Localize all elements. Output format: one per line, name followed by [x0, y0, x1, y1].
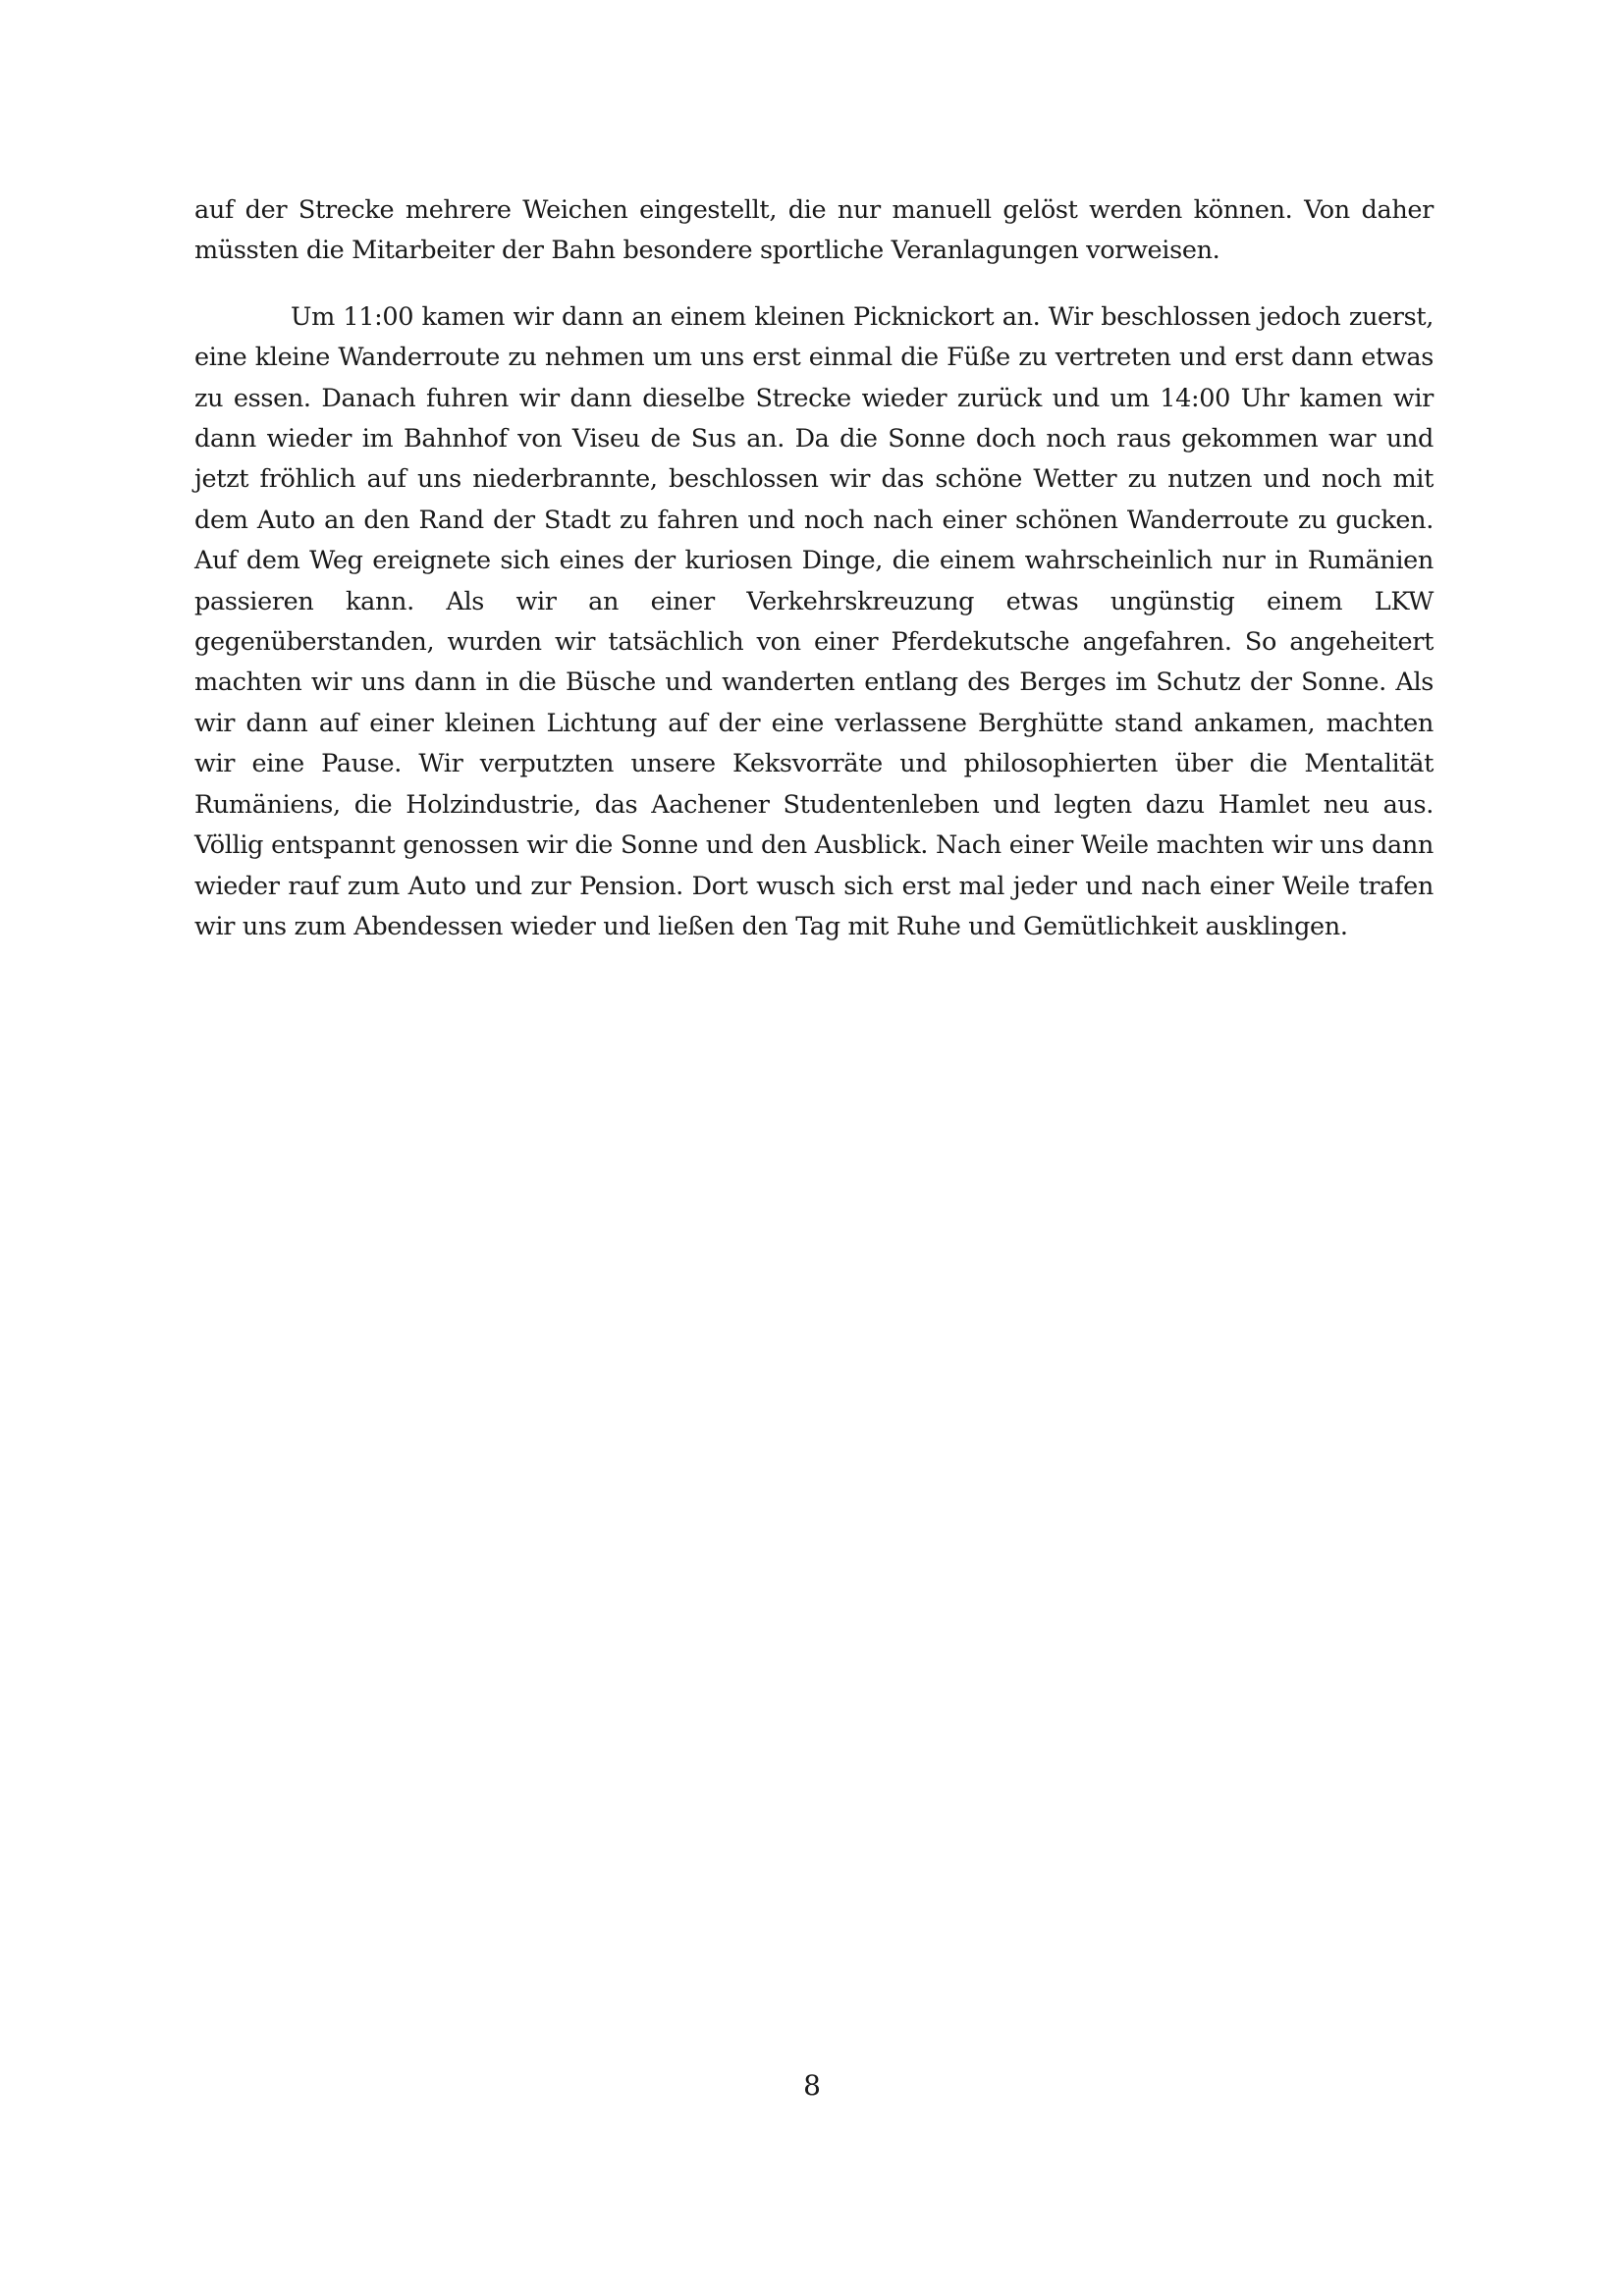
- paragraph-continuation: auf der Strecke mehrere Weichen eingestellt, die nur manuell gelöst werden können. Von daher müssten die Mitarbeiter der Bahn besondere sportliche Veranlagungen vorweisen.: [194, 195, 1434, 266]
- paragraph-picnic-and-hike: Um 11:00 kamen wir dann an einem kleinen Picknickort an. Wir beschlossen jedoch zuerst, eine kleine Wanderroute zu nehmen um uns erst einmal die Füße zu vertreten und erst dann etwas zu essen. Danach fuhren wir dann dieselbe Strecke wieder zurück und um 14:00 Uhr kamen wir dann wieder im Bahnhof von Viseu de Sus an. Da die Sonne doch noch raus gekommen war und jetzt fröhlich auf uns niederbrannte, beschlossen wir das schöne Wetter zu nutzen und noch mit dem Auto an den Rand der Stadt zu fahren und noch nach einer schönen Wanderroute zu gucken. Auf dem Weg ereignete sich eines der kuriosen Dinge, die einem wahrscheinlich nur in Rumänien passieren kann. Als wir an einer Verkehrskreuzung etwas ungünstig einem LKW gegenüberstanden, wurden wir tatsächlich von einer Pferdekutsche angefahren. So angeheitert machten wir uns dann in die Büsche und wanderten entlang des Berges im Schutz der Sonne. Als wir dann auf einer kleinen Lichtung auf der eine verlassene Berghütte stand ankamen, machten wir eine Pause. Wir verputzten unsere Keksvorräte und philosophierten über die Mentalität Rumäniens, die Holzindustrie, das Aachener Studentenleben und legten dazu Hamlet neu aus. Völlig entspannt genossen wir die Sonne und den Ausblick. Nach einer Weile machten wir uns dann wieder rauf zum Auto und zur Pension. Dort wusch sich erst mal jeder und nach einer Weile trafen wir uns zum Abendessen wieder und ließen den Tag mit Ruhe und Gemütlichkeit ausklingen.: [194, 301, 1434, 941]
- body-text: [194, 190, 1434, 947]
- page-number: 8: [803, 2069, 821, 2102]
